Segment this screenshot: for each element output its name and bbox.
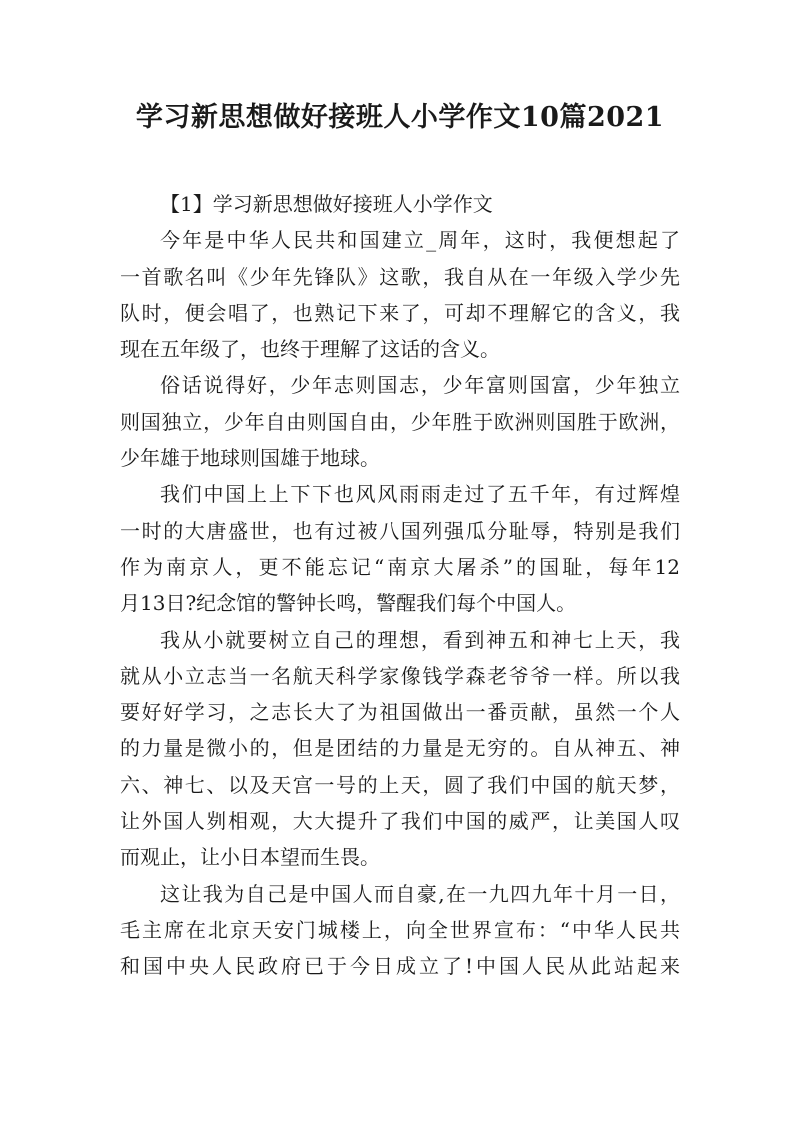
paragraph-line: 月13日?纪念馆的警钟长鸣，警醒我们每个中国人。 xyxy=(120,591,577,616)
paragraph-line: 少年雄于地球则国雄于地球。 xyxy=(120,446,380,471)
paragraph-line: 一时的大唐盛世，也有过被八国列强瓜分耻辱，特别是我们 xyxy=(120,518,680,543)
paragraph-line: 作为南京人，更不能忘记“南京大屠杀”的国耻，每年12 xyxy=(120,554,680,579)
paragraph-line: 六、神七、以及天宫一号的上天，圆了我们中国的航天梦， xyxy=(120,772,680,797)
paragraph-line: 就从小立志当一名航天科学家像钱学森老爷爷一样。所以我 xyxy=(120,663,680,688)
paragraph-line: 队时，便会唱了，也熟记下来了，可却不理解它的含义，我 xyxy=(120,300,680,325)
paragraph-line: 今年是中华人民共和国建立_周年，这时，我便想起了 xyxy=(160,228,680,253)
document-title: 学习新思想做好接班人小学作文10篇2021 xyxy=(135,102,665,133)
paragraph-line: 而观止，让小日本望而生畏。 xyxy=(120,845,380,870)
paragraph-line: 的力量是微小的，但是团结的力量是无穷的。自从神五、神 xyxy=(120,736,680,761)
paragraph-line: 俗话说得好，少年志则国志，少年富则国富，少年独立 xyxy=(160,373,680,398)
document-body xyxy=(120,186,680,985)
paragraph-line: 则国独立，少年自由则国自由，少年胜于欧洲则国胜于欧洲， xyxy=(120,409,680,434)
paragraph-line: 毛主席在北京天安门城楼上，向全世界宣布：“中华人民共 xyxy=(120,917,680,942)
paragraph-line: 让外国人刿相观，大大提升了我们中国的威严，让美国人叹 xyxy=(120,809,680,834)
paragraph-line: 我从小就要树立自己的理想，看到神五和神七上天，我 xyxy=(160,627,680,652)
paragraph-line: 一首歌名叫《少年先锋队》这歌，我自从在一年级入学少先 xyxy=(120,264,680,289)
paragraph-line: 我们中国上上下下也风风雨雨走过了五千年，有过辉煌 xyxy=(160,482,680,507)
paragraph-line: 现在五年级了，也终于理解了这话的含义。 xyxy=(120,337,500,362)
paragraph-line: 和国中央人民政府已于今日成立了!中国人民从此站起来 xyxy=(120,954,680,979)
section-heading: 【1】学习新思想做好接班人小学作文 xyxy=(160,192,493,216)
paragraph-line: 要好好学习，之志长大了为祖国做出一番贡献，虽然一个人 xyxy=(120,700,680,725)
paragraph-line: 这让我为自己是中国人而自豪,在一九四九年十月一日， xyxy=(160,881,680,906)
